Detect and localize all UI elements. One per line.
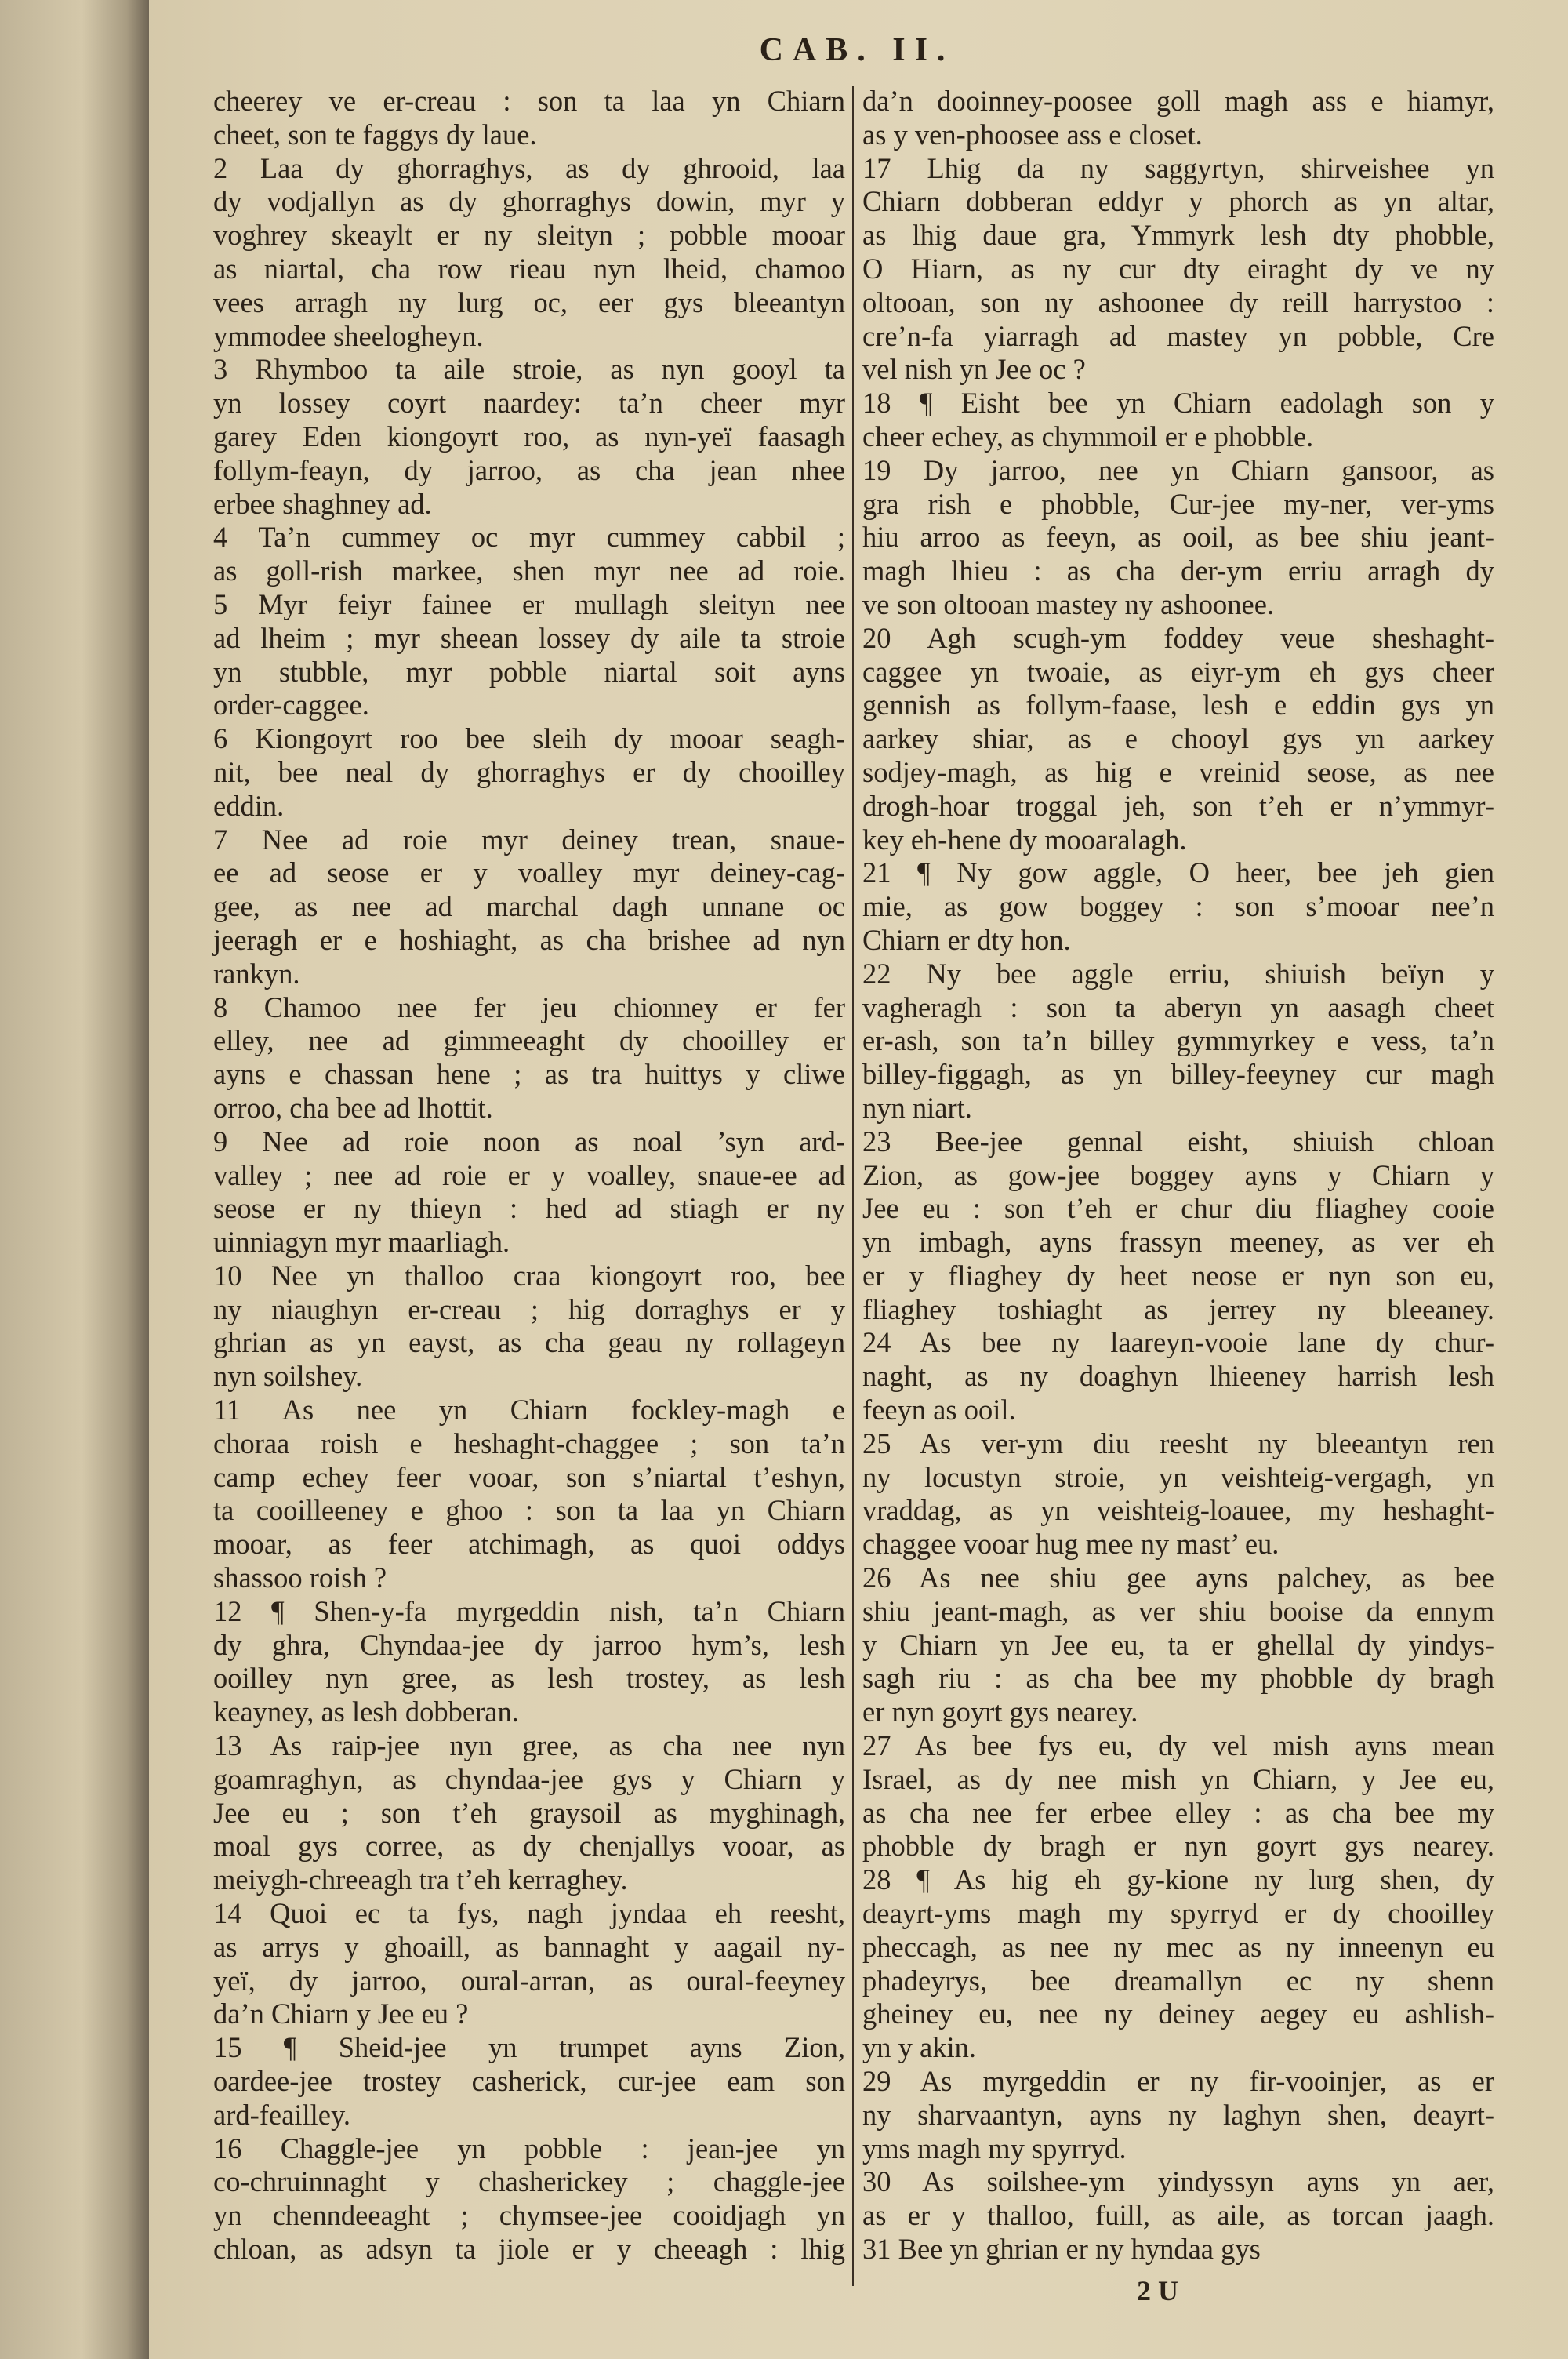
text-line: yn lossey coyrt naardey: ta’n cheer myr <box>213 387 845 420</box>
text-line: meiygh-chreeagh tra t’eh kerraghey. <box>213 1863 628 1896</box>
text-line: da’n Chiarn y Jee eu ? <box>213 1997 469 2030</box>
text-line: vees arragh ny lurg oc, eer gys bleeantyn <box>213 285 845 318</box>
text-line: 30 As soilshee-ym yindyssyn ayns yn aer, <box>862 2165 1494 2198</box>
text-line: Chiarn dobberan eddyr y phorch as yn altar, <box>862 185 1494 218</box>
text-line: aarkey shiar, as e chooyl gys yn aarkey <box>862 722 1494 755</box>
text-line: as er y thalloo, fuill, as aile, as torcan jaagh. <box>862 2199 1494 2232</box>
text-line: 24 As bee ny laareyn-vooie lane dy chur- <box>862 1326 1494 1359</box>
text-line: 4 Ta’n cummey oc myr cummey cabbil ; <box>213 521 845 554</box>
text-line: 9 Nee ad roie noon as noal ’syn ard- <box>213 1125 845 1158</box>
text-line: gennish as follym-faase, lesh e eddin gys yn <box>862 689 1494 722</box>
text-line: er y fliaghey dy heet neose er nyn son eu, <box>862 1259 1494 1292</box>
text-line: er nyn goyrt gys nearey. <box>862 1696 1138 1728</box>
text-line: phobble dy bragh er nyn goyrt gys nearey. <box>862 1830 1494 1863</box>
text-line: ad lheim ; myr sheean lossey dy aile ta stroie <box>213 621 845 654</box>
text-line: valley ; nee ad roie er y voalley, snaue-ee ad <box>213 1158 845 1191</box>
text-line: chloan, as adsyn ta jiole er y cheeagh : lhig <box>213 2233 845 2265</box>
text-line: 27 As bee fys eu, dy vel mish ayns mean <box>862 1729 1494 1762</box>
facing-page-edge <box>0 0 149 2359</box>
text-line: ny niaughyn er-creau ; hig dorraghys er y <box>213 1292 845 1325</box>
text-line: as arrys y ghoaill, as bannaght y aagail ny- <box>213 1930 845 1963</box>
text-line: yn imbagh, ayns frassyn meeney, as ver eh <box>862 1226 1494 1259</box>
text-line: dy ghra, Chyndaa-jee dy jarroo hym’s, lesh <box>213 1628 845 1661</box>
text-line: choraa roish e heshaght-chaggee ; son ta’n <box>213 1427 845 1459</box>
text-line: ta cooilleeney e ghoo : son ta laa yn Chiarn <box>213 1494 845 1527</box>
text-line: 25 As ver-ym diu reesht ny bleeantyn ren <box>862 1427 1494 1459</box>
text-line: sagh riu : as cha bee my phobble dy bragh <box>862 1662 1494 1695</box>
text-line: vraddag, as yn veishteig-loauee, my heshaght- <box>862 1494 1494 1527</box>
text-line: ooilley nyn gree, as lesh trostey, as lesh <box>213 1662 845 1695</box>
text-line: as goll-rish markee, shen myr nee ad roie. <box>213 554 845 587</box>
text-line: sodjey-magh, as hig e vreinid seose, as nee <box>862 755 1494 788</box>
text-line: gra rish e phobble, Cur-jee my-ner, ver-yms <box>862 487 1494 520</box>
text-line: 3 Rhymboo ta aile stroie, as nyn gooyl ta <box>213 353 845 386</box>
text-line: 7 Nee ad roie myr deiney trean, snaue- <box>213 823 845 856</box>
text-line: as lhig daue gra, Ymmyrk lesh dty phobble, <box>862 219 1494 252</box>
text-line: moal gys corree, as dy chenjallys vooar, as <box>213 1830 845 1863</box>
text-line: y Chiarn yn Jee eu, ta er ghellal dy yindys- <box>862 1628 1494 1661</box>
text-line: 23 Bee-jee gennal eisht, shiuish chloan <box>862 1125 1494 1158</box>
text-line: 12 ¶ Shen-y-fa myrgeddin nish, ta’n Chiarn <box>213 1594 845 1627</box>
text-line: drogh-hoar troggal jeh, son t’eh er n’ymmyr- <box>862 789 1494 822</box>
text-line: uinniagyn myr maarliagh. <box>213 1226 510 1259</box>
text-line: er-ash, son ta’n billey gymmyrkey e vess, ta’n <box>862 1024 1494 1057</box>
text-line: jeeragh er e hoshiaght, as cha brishee ad nyn <box>213 923 845 956</box>
text-line: mie, as gow boggey : son s’mooar nee’n <box>862 890 1494 923</box>
text-line: 11 As nee yn Chiarn fockley-magh e <box>213 1394 845 1427</box>
text-line: nit, bee neal dy ghorraghys er dy chooilley <box>213 755 845 788</box>
text-line: cheet, son te faggys dy laue. <box>213 118 537 151</box>
text-line: cre’n-fa yiarragh ad mastey yn pobble, Cre <box>862 319 1494 352</box>
text-line: goamraghyn, as chyndaa-jee gys y Chiarn y <box>213 1762 845 1795</box>
text-line: shiu jeant-magh, as ver shiu booise da ennym <box>862 1594 1494 1627</box>
text-line: Israel, as dy nee mish yn Chiarn, y Jee eu, <box>862 1762 1494 1795</box>
text-line: shassoo roish ? <box>213 1561 387 1594</box>
text-line: Chiarn er dty hon. <box>862 923 1071 956</box>
text-line: camp echey feer vooar, son s’niartal t’eshyn, <box>213 1460 845 1493</box>
text-line: as cha nee fer erbee elley : as cha bee my <box>862 1796 1494 1829</box>
text-line: ny locustyn stroie, yn veishteig-vergagh, yn <box>862 1460 1494 1493</box>
text-line: pheccagh, as nee ny mec as ny inneenyn eu <box>862 1930 1494 1963</box>
text-line: 18 ¶ Eisht bee yn Chiarn eadolagh son y <box>862 387 1494 420</box>
text-line: 21 ¶ Ny gow aggle, O heer, bee jeh gien <box>862 856 1494 889</box>
text-line: hiu arroo as feeyn, as ooil, as bee shiu jeant- <box>862 521 1494 554</box>
text-line: ard-feailley. <box>213 2098 350 2131</box>
text-line: caggee yn twoaie, as eiyr-ym eh gys cheer <box>862 655 1494 688</box>
text-line: erbee shaghney ad. <box>213 487 432 520</box>
text-line: ve son oltooan mastey ny ashoonee. <box>862 587 1275 620</box>
text-line: key eh-hene dy mooaralagh. <box>862 823 1187 856</box>
text-line: keayney, as lesh dobberan. <box>213 1696 519 1728</box>
text-line: co-chruinnaght y chasherickey ; chaggle-jee <box>213 2165 845 2198</box>
text-line: 19 Dy jarroo, nee yn Chiarn gansoor, as <box>862 453 1494 486</box>
text-line: cheer echey, as chymmoil er e phobble. <box>862 420 1314 453</box>
text-line: 26 As nee shiu gee ayns palchey, as bee <box>862 1561 1494 1594</box>
text-line: 13 As raip-jee nyn gree, as cha nee nyn <box>213 1729 845 1762</box>
text-line: eddin. <box>213 789 285 822</box>
text-line: gee, as nee ad marchal dagh unnane oc <box>213 890 845 923</box>
text-line: naght, as ny doaghyn lhieeney harrish lesh <box>862 1360 1494 1393</box>
text-line: phadeyrys, bee dreamallyn ec ny shenn <box>862 1964 1494 1997</box>
text-line: mooar, as feer atchimagh, as quoi oddys <box>213 1528 845 1561</box>
text-line: yn y akin. <box>862 2031 976 2064</box>
text-line: feeyn as ooil. <box>862 1394 1016 1427</box>
right-text-column <box>862 85 1494 2266</box>
text-line: seose er ny thieyn : hed ad stiagh er ny <box>213 1192 845 1225</box>
chapter-heading: CAB. II. <box>759 32 955 68</box>
text-line: 2 Laa dy ghorraghys, as dy ghrooid, laa <box>213 151 845 184</box>
text-line: 16 Chaggle-jee yn pobble : jean-jee yn <box>213 2132 845 2165</box>
text-line: 31 Bee yn ghrian er ny hyndaa gys <box>862 2233 1261 2265</box>
text-line: orroo, cha bee ad lhottit. <box>213 1091 493 1124</box>
text-line: O Hiarn, as ny cur dty eiraght dy ve ny <box>862 252 1494 285</box>
text-line: fliaghey toshiaght as jerrey ny bleeaney. <box>862 1292 1494 1325</box>
text-line: ee ad seose er y voalley myr deiney-cag- <box>213 856 845 889</box>
text-line: magh lhieu : as cha der-ym erriu arragh dy <box>862 554 1494 587</box>
text-line: yeï, dy jarroo, oural-arran, as oural-feeyney <box>213 1964 845 1997</box>
text-line: dy vodjallyn as dy ghorraghys dowin, myr y <box>213 185 845 218</box>
text-line: follym-feayn, dy jarroo, as cha jean nhee <box>213 453 845 486</box>
text-line: ymmodee sheelogheyn. <box>213 319 484 352</box>
text-line: garey Eden kiongoyrt roo, as nyn-yeï faasagh <box>213 420 845 453</box>
text-line: oltooan, son ny ashoonee dy reill harrystoo : <box>862 285 1494 318</box>
text-line: 5 Myr feiyr fainee er mullagh sleityn nee <box>213 587 845 620</box>
text-line: billey-figgagh, as yn billey-feeyney cur magh <box>862 1058 1494 1091</box>
text-line: 20 Agh scugh-ym foddey veue sheshaght- <box>862 621 1494 654</box>
text-line: vel nish yn Jee oc ? <box>862 353 1086 386</box>
text-line: voghrey skeaylt er ny sleityn ; pobble mooar <box>213 219 845 252</box>
text-line: ny sharvaantyn, ayns ny laghyn shen, deayrt- <box>862 2098 1494 2131</box>
text-line: 28 ¶ As hig eh gy-kione ny lurg shen, dy <box>862 1863 1494 1896</box>
text-line: 15 ¶ Sheid-jee yn trumpet ayns Zion, <box>213 2031 845 2064</box>
column-divider <box>852 86 854 2286</box>
text-line: yms magh my spyrryd. <box>862 2132 1127 2165</box>
text-line: oardee-jee trostey casherick, cur-jee eam son <box>213 2065 845 2098</box>
text-line: vagheragh : son ta aberyn yn aasagh cheet <box>862 990 1494 1023</box>
text-line: 6 Kiongoyrt roo bee sleih dy mooar seagh- <box>213 722 845 755</box>
text-line: nyn soilshey. <box>213 1360 363 1393</box>
text-line: as niartal, cha row rieau nyn lheid, chamoo <box>213 252 845 285</box>
text-line: da’n dooinney-poosee goll magh ass e hiamyr, <box>862 85 1494 117</box>
text-line: 14 Quoi ec ta fys, nagh jyndaa eh reesht, <box>213 1897 845 1930</box>
text-line: Zion, as gow-jee boggey ayns y Chiarn y <box>862 1158 1494 1191</box>
text-line: elley, nee ad gimmeeaght dy chooilley er <box>213 1024 845 1057</box>
text-line: Jee eu : son t’eh er chur diu fliaghey cooie <box>862 1192 1494 1225</box>
text-line: ayns e chassan hene ; as tra huittys y cliwe <box>213 1058 845 1091</box>
text-line: yn stubble, myr pobble niartal soit ayns <box>213 655 845 688</box>
text-line: gheiney eu, nee ny deiney aegey eu ashlish- <box>862 1997 1494 2030</box>
text-line: 8 Chamoo nee fer jeu chionney er fer <box>213 990 845 1023</box>
text-line: 17 Lhig da ny saggyrtyn, shirveishee yn <box>862 151 1494 184</box>
text-line: as y ven-phoosee ass e closet. <box>862 118 1203 151</box>
text-line: nyn niart. <box>862 1091 972 1124</box>
text-line: 22 Ny bee aggle erriu, shiuish beïyn y <box>862 957 1494 990</box>
text-line: rankyn. <box>213 957 300 990</box>
text-line: 10 Nee yn thalloo craa kiongoyrt roo, bee <box>213 1259 845 1292</box>
left-text-column <box>213 85 845 2266</box>
text-line: cheerey ve er-creau : son ta laa yn Chiarn <box>213 85 845 117</box>
text-line: order-caggee. <box>213 689 369 722</box>
text-line: deayrt-yms magh my spyrryd er dy chooilley <box>862 1897 1494 1930</box>
text-line: yn chenndeeaght ; chymsee-jee cooidjagh yn <box>213 2199 845 2232</box>
text-line: Jee eu ; son t’eh graysoil as myghinagh, <box>213 1796 845 1829</box>
text-line: chaggee vooar hug mee ny mast’ eu. <box>862 1528 1279 1561</box>
text-line: ghrian as yn eayst, as cha geau ny rollageyn <box>213 1326 845 1359</box>
text-line: 29 As myrgeddin er ny fir-vooinjer, as er <box>862 2065 1494 2098</box>
signature-mark: 2 U <box>1137 2275 1178 2306</box>
